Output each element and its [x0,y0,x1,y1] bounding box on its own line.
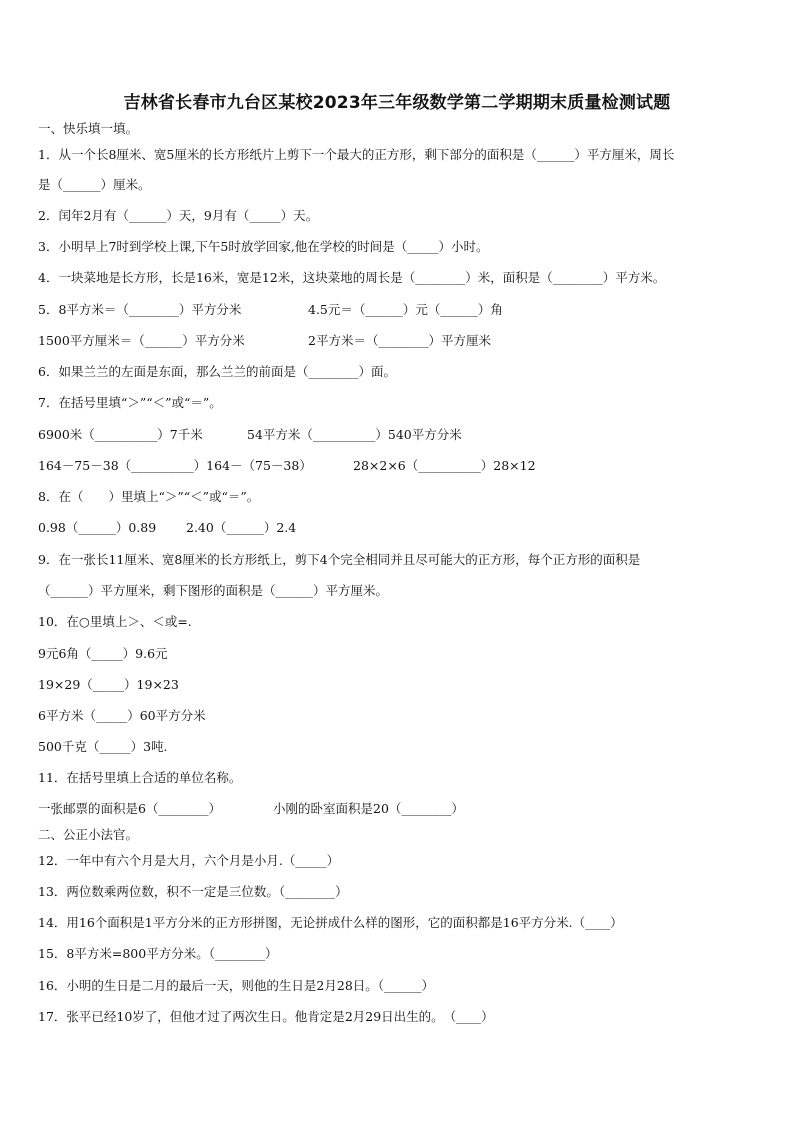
question-10-item-3: 6平方米（_____）60平方分米 [38,708,206,723]
question-7-item-b: 54平方米（__________）540平方分米 [247,427,462,442]
question-2: 2．闰年2月有（______）天，9月有（_____）天。 [38,208,319,223]
question-9-line-1: 9．在一张长11厘米、宽8厘米的长方形纸上，剪下4个完全相同并且尽可能大的正方形，每个正方形的面积是 [38,552,641,567]
question-14: 14．用16个面积是1平方分米的正方形拼图，无论拼成什么样的图形，它的面积都是16平方分米.（____） [38,915,623,930]
question-3: 3．小明早上7时到学校上课,下午5时放学回家,他在学校的时间是（_____）小时。 [38,239,489,254]
question-7-item-c: 164－75－38（__________）164－（75－38） [38,458,312,473]
question-7-row-1 [38,427,462,443]
question-10-item-4: 500千克（_____）3吨. [38,739,168,754]
question-6: 6．如果兰兰的左面是东面，那么兰兰的前面是（________）面。 [38,364,396,379]
section-heading-2: 二、公正小法官。 [38,827,139,842]
question-12: 12．一年中有六个月是大月，六个月是小月.（_____） [38,853,340,868]
question-11: 11．在括号里填上合适的单位名称。 [38,770,242,785]
question-7-item-a: 6900米（__________）7千米 [38,427,203,442]
question-17: 17．张平已经10岁了，但他才过了两次生日。他肯定是2月29日出生的。 （____） [38,1009,494,1024]
question-5-item-b: 4.5元＝（______）元（______）角 [308,302,503,317]
question-7-row-2 [38,458,536,474]
question-5-item-a: 5．8平方米＝（________）平方分米 [38,302,242,317]
question-10-item-2: 19×29（_____）19×23 [38,677,179,692]
question-16: 16．小明的生日是二月的最后一天，则他的生日是2月28日。（______） [38,978,435,993]
question-5-item-d: 2平方米＝（________）平方厘米 [308,333,491,348]
page-title: 吉林省长春市九台区某校2023年三年级数学第二学期期末质量检测试题 [123,93,671,113]
question-8-item-a: 0.98（______）0.89 [38,520,157,535]
question-15: 15．8平方米=800平方分米。（________） [38,946,278,961]
question-9-line-2: （______）平方厘米，剩下图形的面积是（______）平方厘米。 [38,583,389,598]
question-1-line-2: 是（______）厘米。 [38,177,151,192]
question-13: 13．两位数乘两位数，积不一定是三位数。（________） [38,884,348,899]
question-10: 10．在○里填上＞、＜或=. [38,614,192,629]
question-7-item-d: 28×2×6（__________）28×12 [353,458,536,473]
question-5-row-2 [38,333,491,349]
question-5-row-1 [38,302,503,318]
question-11-item-b: 小刚的卧室面积是20（________） [273,801,464,816]
question-11-item-a: 一张邮票的面积是6（________） [38,801,221,816]
question-10-item-1: 9元6角（_____）9.6元 [38,646,168,661]
question-4: 4．一块菜地是长方形，长是16米，宽是12米，这块菜地的周长是（________）米，面积是（________）平方米。 [38,270,666,285]
question-1-line-1: 1．从一个长8厘米、宽5厘米的长方形纸片上剪下一个最大的正方形，剩下部分的面积是（______）平方厘米，周长 [38,147,675,162]
question-8: 8．在（ ）里填上“＞”“＜”或“＝”。 [38,489,260,504]
section-heading-1: 一、快乐填一填。 [38,121,139,136]
question-11-row [38,801,464,817]
question-8-row [38,520,297,536]
question-7: 7．在括号里填“＞”“＜”或“＝”。 [38,395,222,410]
question-8-item-b: 2.40（______）2.4 [186,520,297,535]
question-5-item-c: 1500平方厘米＝（______）平方分米 [38,333,245,348]
